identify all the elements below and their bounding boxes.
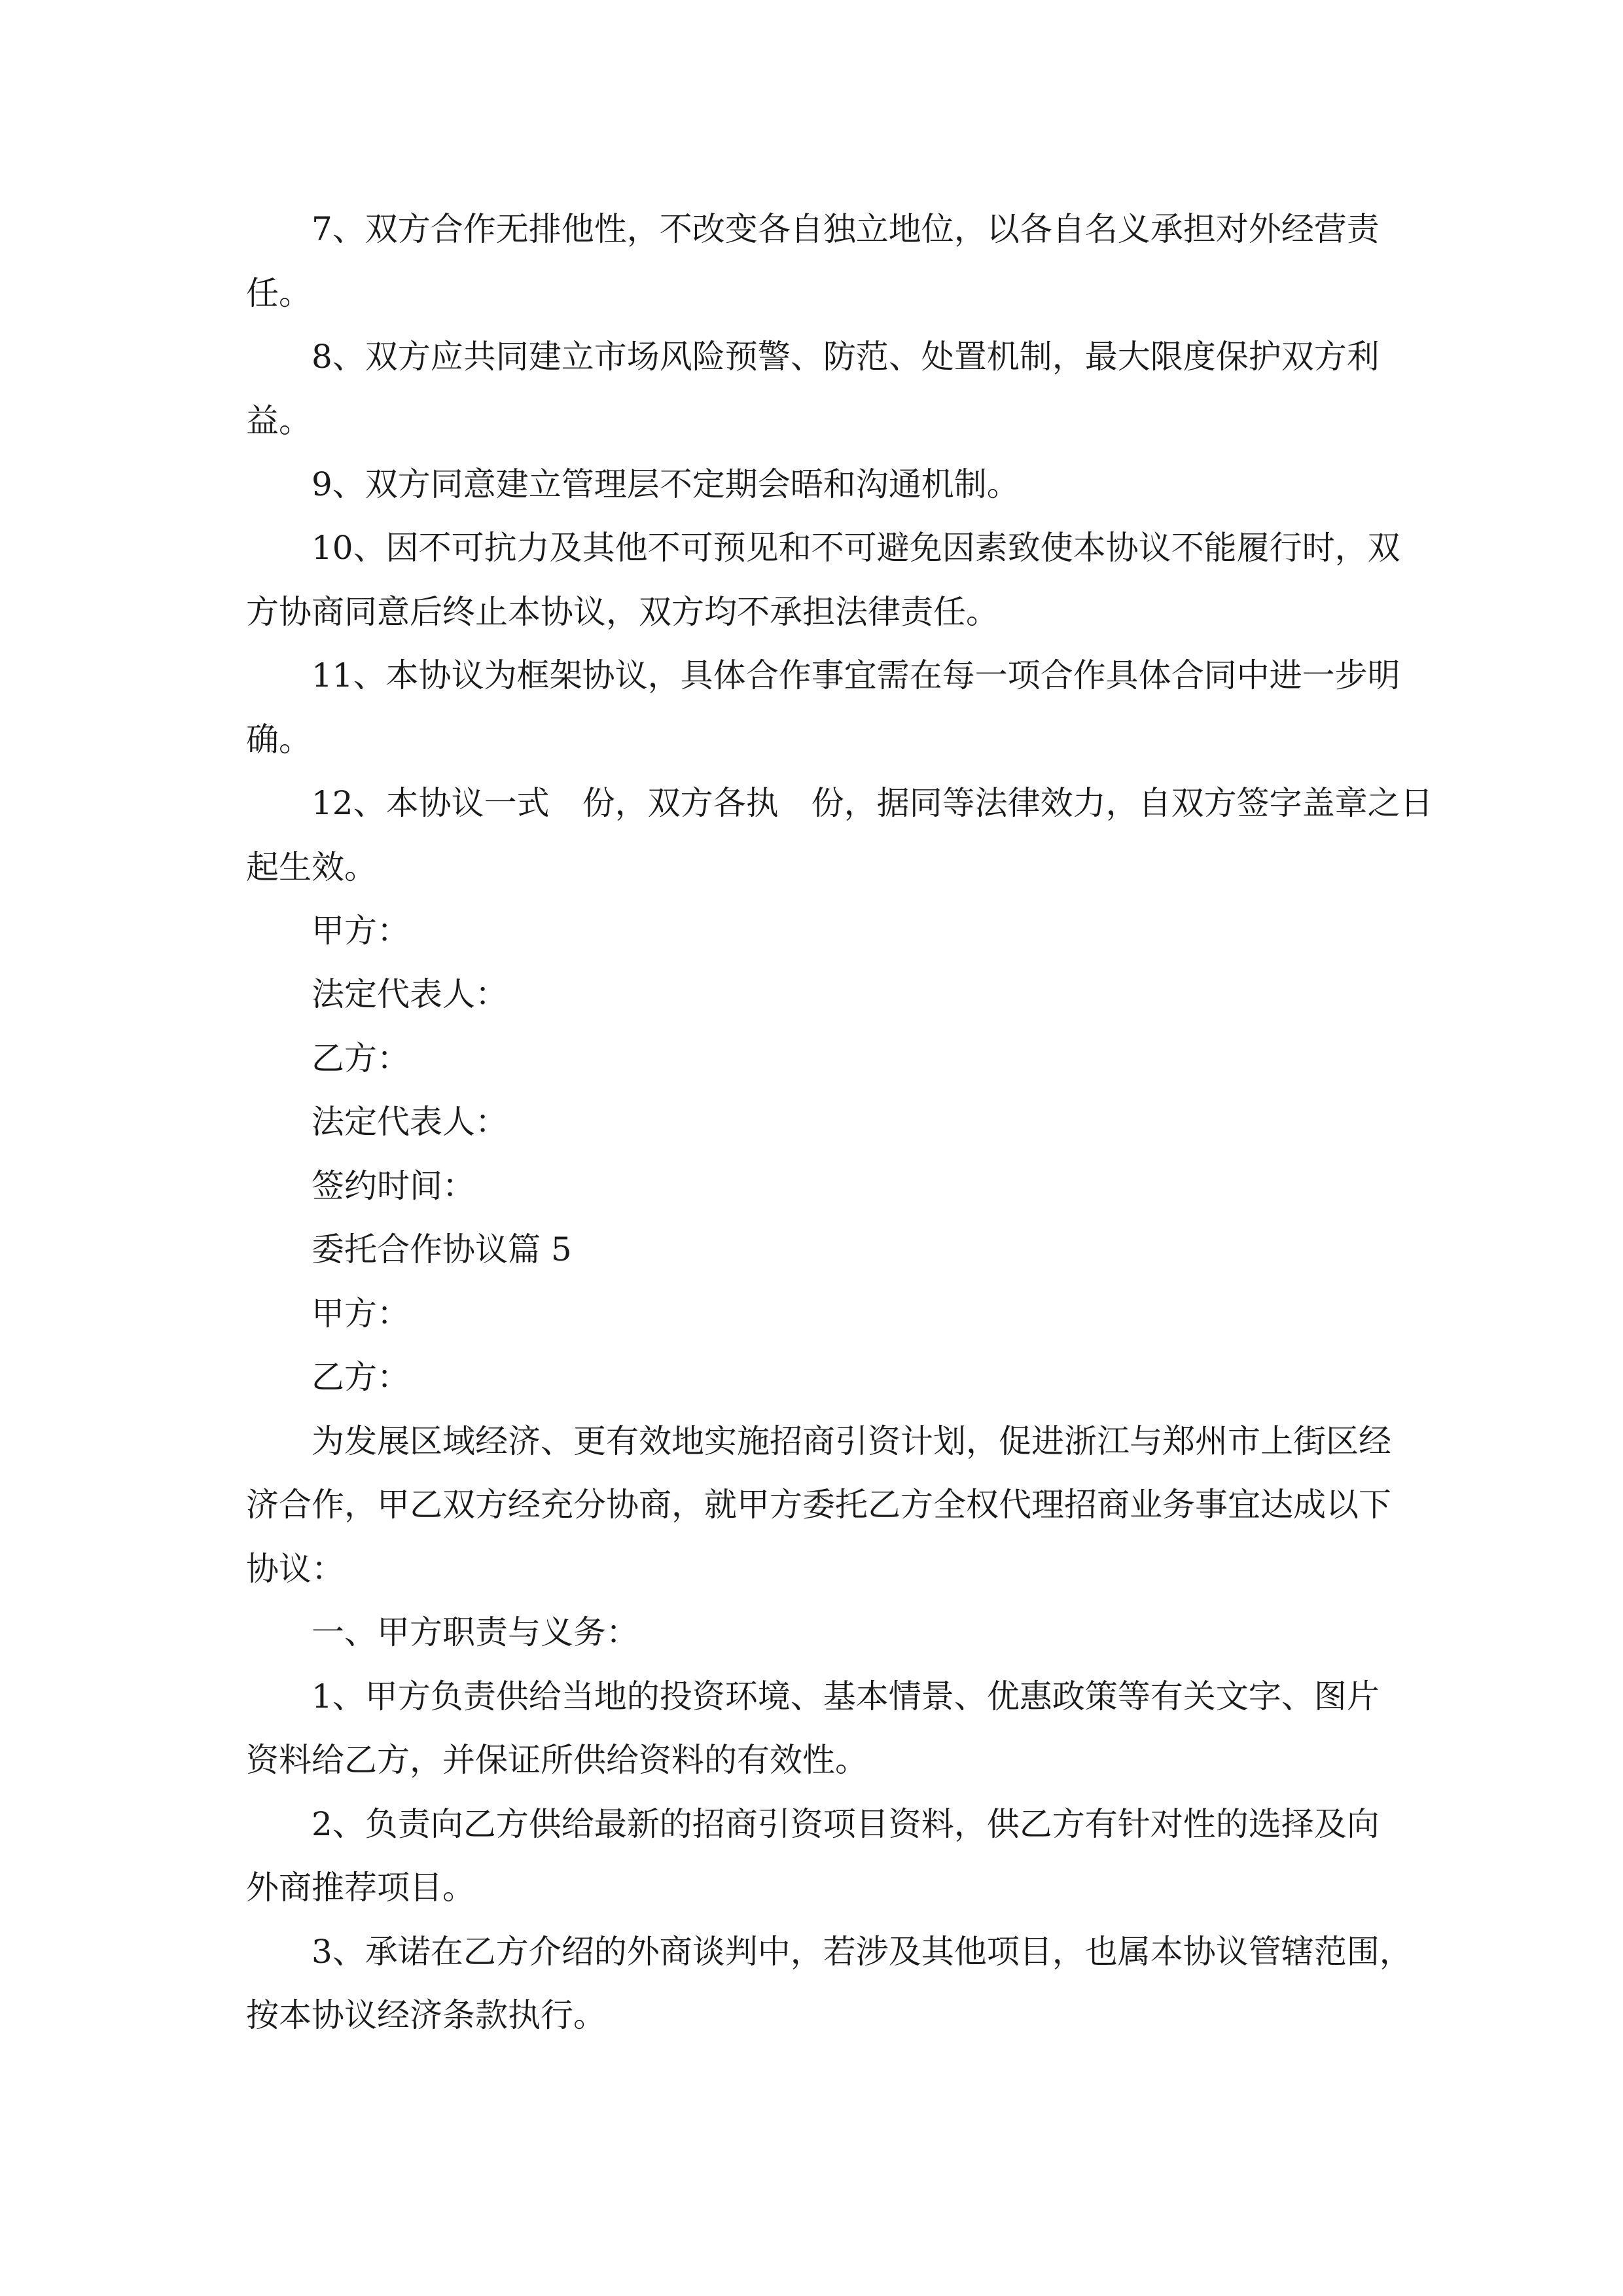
clause-12-line-1: 12、本协议一式 份，双方各执 份，据同等法律效力，自双方签字盖章之日 [312,784,1433,822]
section-title: 委托合作协议篇 5 [312,1230,572,1268]
clause-11-line-1: 11、本协议为框架协议，具体合作事宜需在每一项合作具体合同中进一步明 [312,656,1400,694]
signing-date-label: 签约时间： [312,1167,475,1205]
clause-7-line-2: 任。 [246,274,312,312]
duty-2-line-2: 外商推荐项目。 [246,1869,475,1907]
party-b-label-2: 乙方： [312,1358,410,1396]
preamble-line-3: 协议： [246,1550,344,1588]
clause-9-line-1: 9、双方同意建立管理层不定期会晤和沟通机制。 [312,465,1020,503]
party-b-label: 乙方： [312,1039,410,1077]
duty-2-line-1: 2、负责向乙方供给最新的招商引资项目资料，供乙方有针对性的选择及向 [312,1805,1380,1843]
clause-11-line-2: 确。 [246,721,312,759]
clause-10-line-2: 方协商同意后终止本协议，双方均不承担法律责任。 [246,593,999,631]
clause-8-line-1: 8、双方应共同建立市场风险预警、防范、处置机制，最大限度保护双方利 [312,338,1380,376]
clause-7-line-1: 7、双方合作无排他性，不改变各自独立地位，以各自名义承担对外经营责 [312,210,1380,248]
party-a-label: 甲方： [312,912,410,950]
duty-1-line-1: 1、甲方负责供给当地的投资环境、基本情景、优惠政策等有关文字、图片 [312,1677,1380,1715]
heading-party-a-duties: 一、甲方职责与义务： [312,1613,639,1651]
clause-10-line-1: 10、因不可抗力及其他不可预见和不可避免因素致使本协议不能履行时，双 [312,529,1400,567]
party-b-representative-label: 法定代表人： [312,1103,508,1141]
clause-8-line-2: 益。 [246,402,312,440]
duty-3-line-2: 按本协议经济条款执行。 [246,1996,606,2034]
duty-3-line-1: 3、承诺在乙方介绍的外商谈判中，若涉及其他项目，也属本协议管辖范围， [312,1933,1412,1971]
clause-12-line-2: 起生效。 [246,848,377,886]
party-a-representative-label: 法定代表人： [312,975,508,1013]
party-a-label-2: 甲方： [312,1295,410,1333]
preamble-line-1: 为发展区域经济、更有效地实施招商引资计划，促进浙江与郑州市上街区经 [312,1422,1391,1460]
duty-1-line-2: 资料给乙方，并保证所供给资料的有效性。 [246,1741,868,1779]
preamble-line-2: 济合作，甲乙双方经充分协商，就甲方委托乙方全权代理招商业务事宜达成以下 [246,1486,1391,1524]
